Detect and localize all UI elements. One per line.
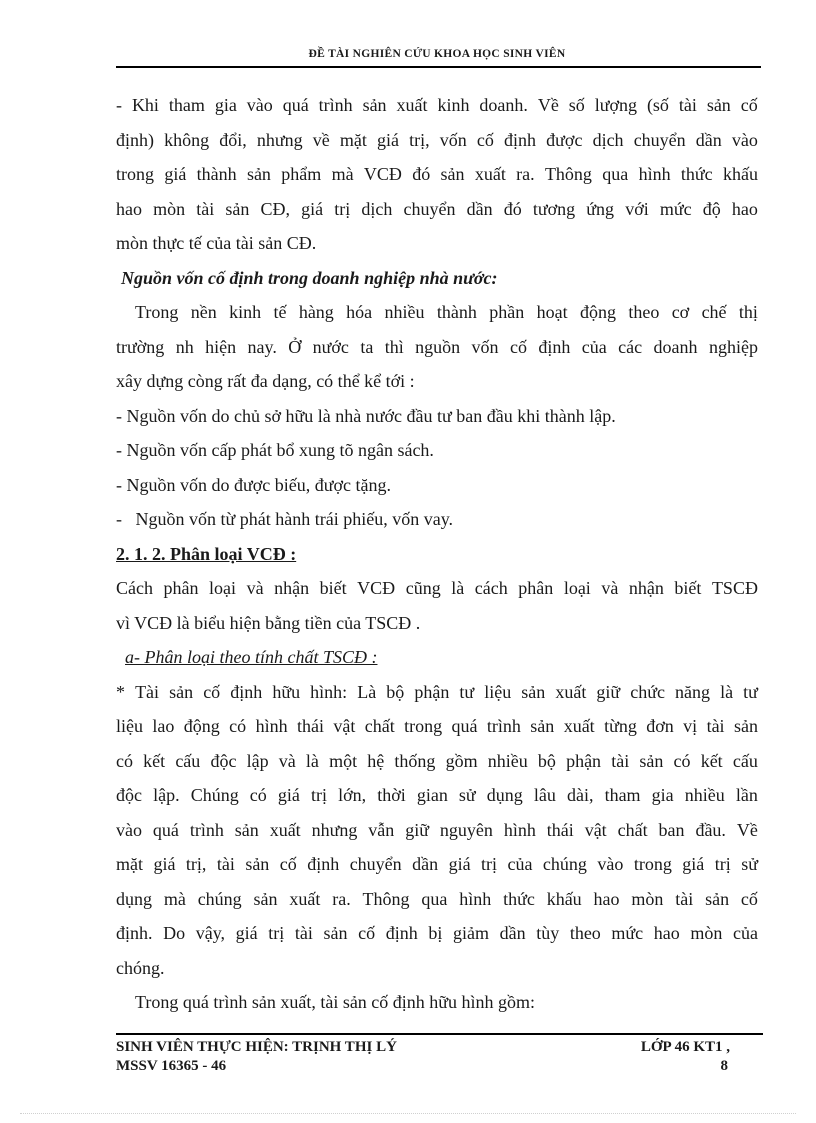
word: hữu: [272, 681, 301, 702]
word: hao: [116, 198, 142, 219]
text-line: [116, 916, 758, 951]
section-heading-classification: 2. 1. 2. Phân loại VCĐ :: [116, 543, 297, 564]
word: thức: [503, 888, 535, 909]
word: cũng: [405, 578, 441, 598]
word: là: [451, 578, 465, 598]
word: định: [538, 336, 571, 357]
word: Trong: [135, 302, 179, 322]
word: phận: [414, 681, 450, 702]
word: tài: [294, 923, 313, 943]
word: lập: [246, 750, 269, 771]
word: khấu: [722, 164, 758, 184]
word: ta: [360, 336, 374, 357]
word: quá: [152, 819, 179, 840]
word: tùy: [536, 923, 560, 943]
word: đơn: [646, 716, 674, 736]
word: hoạt: [536, 302, 568, 322]
word: trị: [310, 785, 327, 805]
word: dụng: [116, 888, 152, 909]
word: hiện: [205, 336, 237, 357]
word: giữ: [596, 681, 621, 702]
word: lập.: [153, 785, 180, 805]
word: cố: [279, 854, 297, 874]
text-line: chóng.: [116, 957, 165, 978]
word: vào: [246, 95, 273, 115]
word: Cách: [116, 578, 153, 598]
word: thức: [680, 164, 713, 184]
word: tài: [706, 716, 725, 736]
word: lượng: [594, 95, 637, 115]
word: ứng: [586, 198, 615, 219]
word: định: [230, 681, 263, 702]
word: trong: [404, 716, 443, 736]
word: định.: [116, 923, 153, 943]
word: đầu.: [695, 819, 726, 840]
word: ban: [658, 819, 685, 840]
word: cơ: [671, 302, 690, 322]
word: nghiệp: [708, 336, 758, 357]
word: kết: [143, 750, 166, 771]
word: hình: [503, 819, 536, 840]
word: có: [116, 750, 133, 771]
word: nhận: [274, 578, 310, 598]
word: TSCĐ: [711, 578, 758, 598]
word: định): [116, 129, 154, 150]
word: Khi: [131, 95, 159, 115]
word: vậy,: [195, 923, 226, 943]
text-line: [116, 330, 758, 365]
footer-student-name: SINH VIÊN THỰC HIỆN: TRỊNH THỊ LÝ: [116, 1039, 397, 1055]
word: Về: [537, 95, 559, 115]
word: nhưng: [311, 819, 358, 840]
word: *: [116, 681, 125, 702]
word: vật: [584, 819, 607, 840]
word: với: [625, 198, 649, 219]
word: và: [601, 578, 619, 598]
word: khấu: [546, 888, 582, 909]
word: mặt: [116, 854, 143, 874]
word: Về: [736, 819, 758, 840]
word: vị: [683, 716, 698, 736]
word: xuất: [396, 95, 428, 115]
word: hao: [731, 198, 758, 219]
word: cố: [740, 888, 758, 909]
word: lần: [735, 785, 758, 805]
text-line: [116, 157, 758, 192]
word: nhiều: [684, 785, 725, 805]
word: vào: [731, 129, 758, 150]
word: sản: [530, 716, 555, 736]
word: giá: [277, 785, 300, 805]
word: của: [507, 854, 533, 874]
word: cố: [358, 923, 376, 943]
paragraph-tangible-fixed-assets: [116, 675, 758, 986]
word: nhưng: [256, 129, 303, 150]
word: hình: [638, 164, 671, 184]
word: dịch: [592, 129, 624, 150]
word: sản: [246, 164, 271, 184]
word: kinh: [437, 95, 470, 115]
word: hình:: [310, 681, 348, 702]
paragraph-capital-sources: [116, 295, 758, 399]
word: sản: [253, 888, 278, 909]
word: Chúng: [190, 785, 239, 805]
word: mặt: [339, 129, 367, 150]
word: thái: [296, 716, 324, 736]
word: (số: [646, 95, 669, 115]
word: qua: [602, 164, 629, 184]
footer-class: LỚP 46 KT1 ,: [640, 1039, 730, 1055]
word: theo: [569, 923, 601, 943]
text-line: vì VCĐ là biểu hiện bằng tiền của TSCĐ .: [116, 612, 421, 633]
word: mòn: [690, 923, 723, 943]
word: chế: [701, 302, 727, 322]
word: định: [504, 129, 537, 150]
word: hình: [459, 888, 492, 909]
text-line: [116, 88, 758, 123]
word: Ở: [288, 336, 302, 357]
word: sản: [234, 819, 259, 840]
word: là: [720, 681, 734, 702]
word: giữ: [405, 819, 429, 840]
word: -: [116, 95, 122, 115]
word: VCĐ: [363, 164, 402, 184]
word: vốn: [471, 336, 499, 357]
word: trị: [268, 923, 285, 943]
word: giá: [153, 854, 176, 874]
list-item: - Nguồn vốn từ phát hành trái phiếu, vốn vay.: [116, 509, 454, 529]
running-header: ĐỀ TÀI NGHIÊN CỨU KHOA HỌC SINH VIÊN: [308, 48, 566, 60]
word: sản: [440, 164, 465, 184]
word: qua: [421, 888, 448, 909]
word: nhiều: [487, 750, 528, 771]
word: CĐ,: [260, 198, 291, 219]
word: doanh: [653, 336, 698, 357]
text-line: [116, 192, 758, 227]
word: không: [164, 129, 210, 150]
word: cố: [740, 95, 758, 115]
word: hao: [653, 923, 680, 943]
word: của: [581, 336, 607, 357]
word: cố: [203, 681, 221, 702]
text-line: mòn thực tế của tài sản CĐ.: [116, 233, 317, 253]
text-line: [116, 778, 758, 813]
word: nay.: [247, 336, 277, 357]
word: hàng: [298, 302, 334, 322]
word: doanh.: [479, 95, 528, 115]
word: trị,: [185, 854, 207, 874]
word: số: [568, 95, 585, 115]
word: chất: [364, 716, 395, 736]
word: và: [246, 578, 264, 598]
word: sản: [245, 854, 270, 874]
word: trình: [318, 95, 353, 115]
word: tham: [168, 95, 205, 115]
word: vào: [597, 854, 624, 874]
word: tham: [604, 785, 641, 805]
list-item: - Nguồn vốn cấp phát bổ xung tõ ngân sách.: [116, 440, 434, 460]
word: tài: [678, 95, 697, 115]
word: VCĐ: [357, 578, 396, 598]
word: phân: [518, 578, 554, 598]
word: thì: [384, 336, 404, 357]
word: định: [307, 854, 340, 874]
word: tư: [743, 681, 758, 702]
word: lâu: [533, 785, 556, 805]
word: được: [546, 129, 583, 150]
word: động: [183, 716, 220, 736]
word: là: [305, 750, 319, 771]
word: thái: [546, 819, 574, 840]
word: lớn,: [338, 785, 367, 805]
word: giá: [301, 198, 324, 219]
word: loại: [563, 578, 591, 598]
word: phần: [489, 302, 525, 322]
capital-sources-list: [116, 399, 758, 537]
word: sản: [169, 681, 194, 702]
word: mà: [331, 164, 354, 184]
word: dịch: [361, 198, 393, 219]
word: hóa: [346, 302, 373, 322]
word: Do: [163, 923, 186, 943]
word: cấu: [175, 750, 201, 771]
word: xuất: [269, 819, 301, 840]
list-item: - Nguồn vốn do chủ sở hữu là nhà nước đầu tư ban đầu khi thành lập.: [116, 405, 616, 426]
page-body: [116, 88, 758, 1020]
word: nguyên: [439, 819, 493, 840]
word: giá: [164, 164, 187, 184]
word: sản: [733, 716, 758, 736]
word: nhiều: [384, 302, 425, 322]
word: có: [249, 785, 267, 805]
paragraph-tangible-assets-include: Trong quá trình sản xuất, tài sản cố định hữu hình gồm:: [135, 992, 536, 1012]
word: biết: [319, 578, 347, 598]
word: trị: [714, 854, 731, 874]
word: định: [385, 923, 418, 943]
word: đổi,: [219, 129, 247, 150]
word: thống: [394, 750, 436, 771]
word: đó: [412, 164, 431, 184]
word: độc: [210, 750, 237, 771]
footer-student-id: MSSV 16365 - 46: [116, 1058, 227, 1074]
word: nền: [190, 302, 217, 322]
word: chúng: [542, 854, 587, 874]
word: gian: [416, 785, 448, 805]
word: ra.: [516, 164, 535, 184]
word: Thông: [544, 164, 592, 184]
word: tài: [675, 888, 694, 909]
word: vốn: [439, 129, 467, 150]
paragraph-classification-intro: [116, 571, 758, 640]
word: sản: [521, 681, 546, 702]
word: chức: [630, 681, 665, 702]
word: xuất: [289, 888, 321, 909]
word: sản: [706, 95, 731, 115]
word: giá: [448, 854, 471, 874]
word: vật: [333, 716, 356, 736]
word: có: [673, 750, 691, 771]
word: tài: [196, 198, 215, 219]
word: kết: [700, 750, 723, 771]
word: dụng: [486, 785, 523, 805]
word: nhận: [628, 578, 664, 598]
word: thành: [436, 302, 477, 322]
word: trong: [116, 164, 154, 184]
word: dần: [499, 923, 526, 943]
word: các: [618, 336, 643, 357]
word: quá: [282, 95, 309, 115]
word: trị,: [409, 129, 430, 150]
word: từng: [604, 716, 637, 736]
word: vào: [116, 819, 142, 840]
word: xuất: [474, 164, 506, 184]
word: sản: [639, 750, 664, 771]
word: loại: [209, 578, 237, 598]
word: giá: [377, 129, 400, 150]
word: thời: [377, 785, 406, 805]
word: dần: [412, 854, 439, 874]
word: vẫn: [368, 819, 395, 840]
footer-divider: [116, 1033, 763, 1035]
text-line: [116, 882, 758, 917]
word: theo: [628, 302, 660, 322]
word: gia: [214, 95, 237, 115]
word: một: [329, 750, 358, 771]
word: hệ: [367, 750, 385, 771]
word: tư: [459, 681, 475, 702]
word: mòn: [153, 198, 186, 219]
word: chuyển: [633, 129, 686, 150]
word: chất: [617, 819, 648, 840]
word: Là: [357, 681, 377, 702]
word: đó: [503, 198, 522, 219]
word: nguồn: [415, 336, 461, 357]
word: chúng: [197, 888, 242, 909]
word: mà: [163, 888, 186, 909]
section-heading-capital-sources: Nguồn vốn cố định trong doanh nghiệp nhà nước:: [121, 267, 498, 288]
word: Thông: [362, 888, 410, 909]
paragraph-fixed-capital-transfer: [116, 88, 758, 261]
word: trị: [481, 854, 498, 874]
word: sản: [323, 923, 348, 943]
word: mức: [659, 198, 692, 219]
word: giảm: [452, 923, 489, 943]
word: dần: [466, 198, 493, 219]
word: ra.: [332, 888, 351, 909]
word: tế: [273, 302, 287, 322]
subheading-classification-by-nature: a- Phân loại theo tính chất TSCĐ :: [125, 647, 378, 667]
text-line: xây dựng còng rất đa dạng, có thể kể tới :: [116, 371, 415, 391]
word: về: [312, 129, 330, 150]
word: mức: [611, 923, 644, 943]
word: Tài: [135, 681, 160, 702]
list-item: - Nguồn vốn do được biếu, được tặng.: [116, 474, 392, 495]
word: thị: [738, 302, 758, 322]
word: kinh: [229, 302, 262, 322]
word: tài: [216, 854, 235, 874]
word: cố: [509, 336, 527, 357]
text-line: [116, 709, 758, 744]
page-edge-divider: [20, 1113, 796, 1114]
word: cấu: [732, 750, 758, 771]
word: hao: [593, 888, 620, 909]
word: dài,: [566, 785, 594, 805]
word: phẩm: [281, 164, 322, 184]
word: có: [229, 716, 247, 736]
word: liệu: [116, 716, 143, 736]
word: bộ: [386, 681, 405, 702]
word: chuyển: [403, 198, 456, 219]
page-footer: [116, 1038, 760, 1076]
word: quá: [451, 716, 478, 736]
word: trường: [116, 336, 165, 357]
text-line: [116, 295, 758, 330]
text-line: [116, 571, 758, 606]
word: phận: [566, 750, 602, 771]
word: động: [579, 302, 616, 322]
word: gia: [651, 785, 674, 805]
word: sử: [458, 785, 476, 805]
word: sản: [362, 95, 387, 115]
word: trình: [189, 819, 224, 840]
text-line: [116, 744, 758, 779]
word: năng: [675, 681, 711, 702]
word: trị: [334, 198, 351, 219]
word: tương: [532, 198, 576, 219]
word: độc: [116, 785, 142, 805]
text-line: [116, 847, 758, 882]
word: sản: [705, 888, 730, 909]
text-line: [116, 123, 758, 158]
word: xuất: [563, 716, 595, 736]
word: nh: [175, 336, 194, 357]
word: phân: [163, 578, 199, 598]
word: bị: [428, 923, 443, 943]
word: dần: [695, 129, 722, 150]
word: thành: [196, 164, 237, 184]
word: sản: [225, 198, 250, 219]
word: bộ: [537, 750, 556, 771]
word: và: [278, 750, 296, 771]
word: cách: [474, 578, 508, 598]
word: giá: [682, 854, 705, 874]
word: giá: [235, 923, 258, 943]
page-number: 8: [720, 1058, 728, 1074]
word: lao: [152, 716, 175, 736]
word: trình: [486, 716, 521, 736]
word: tài: [611, 750, 630, 771]
word: nước: [312, 336, 349, 357]
word: độ: [702, 198, 721, 219]
word: liệu: [484, 681, 512, 702]
text-line: [116, 675, 758, 710]
word: sử: [741, 854, 758, 874]
word: gồm: [445, 750, 478, 771]
word: biết: [674, 578, 702, 598]
text-line: [116, 813, 758, 848]
word: hình: [255, 716, 288, 736]
word: chuyển: [349, 854, 402, 874]
word: xuất: [555, 681, 587, 702]
word: mòn: [631, 888, 664, 909]
word: trong: [633, 854, 672, 874]
header-divider: [116, 66, 761, 68]
word: cố: [476, 129, 494, 150]
word: của: [733, 923, 758, 943]
